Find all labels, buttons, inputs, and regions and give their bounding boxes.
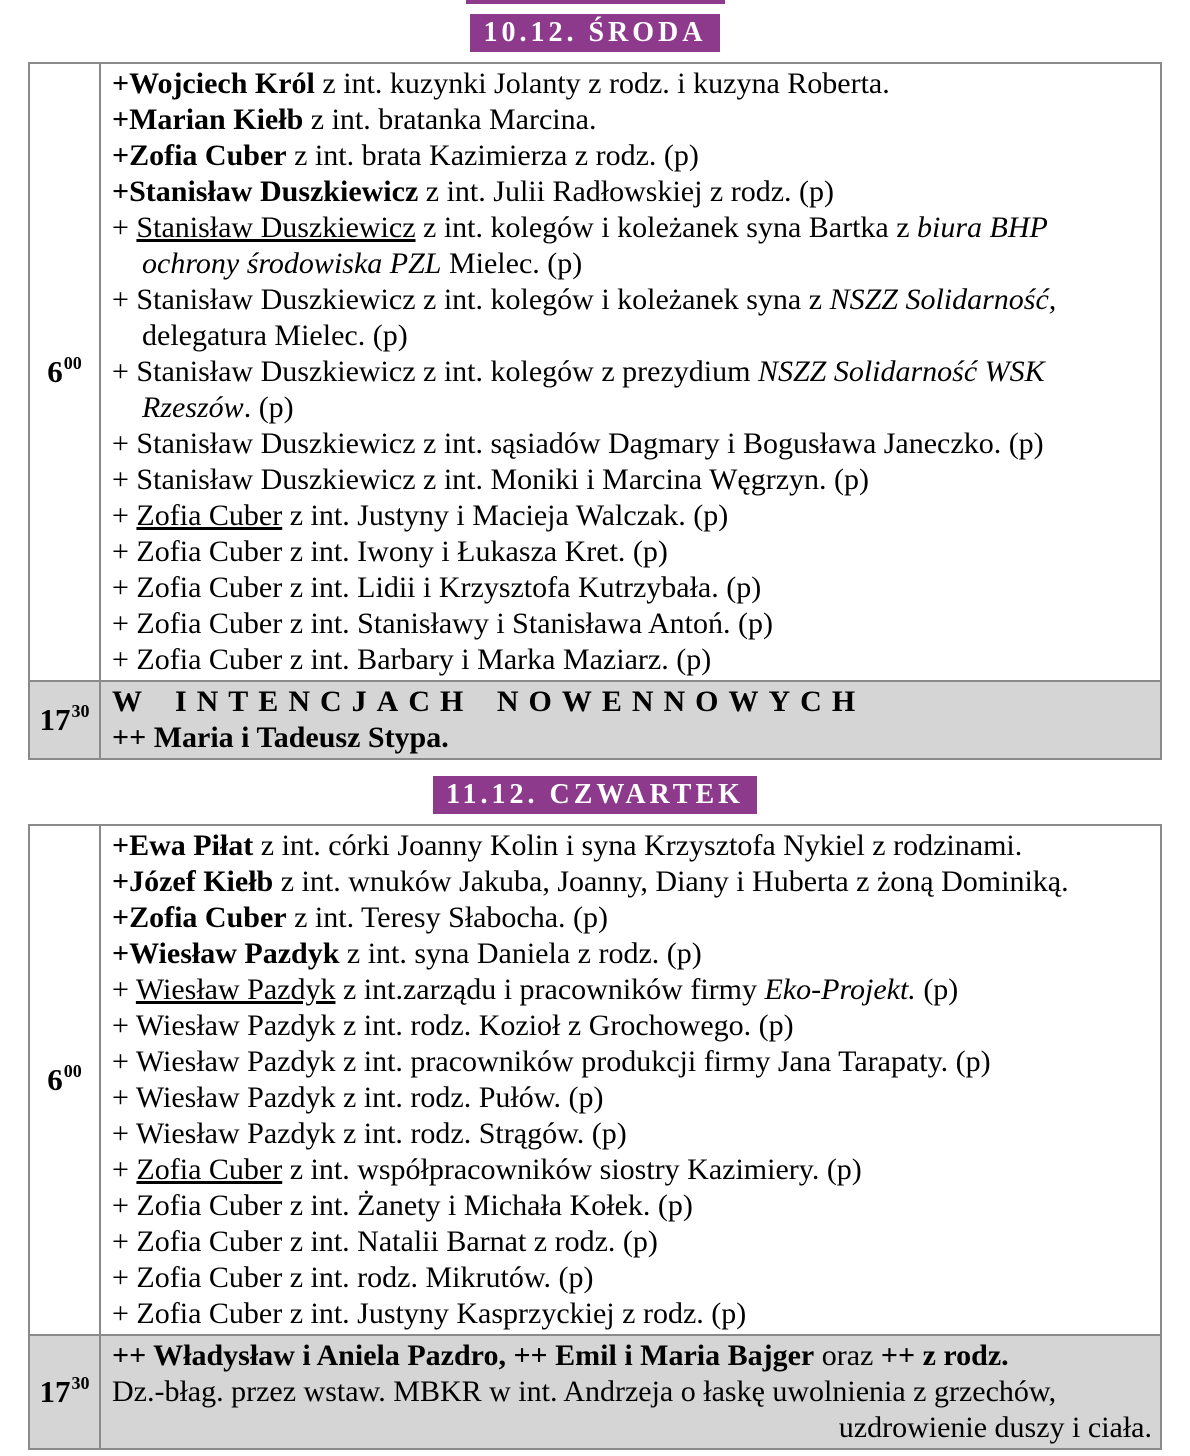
intention-entry	[112, 1374, 1152, 1410]
intention-text-segment: Zofia Cuber	[136, 499, 283, 532]
mass-row	[30, 1334, 1160, 1448]
mass-time-hour: 17	[39, 702, 71, 737]
intention-entry	[112, 1224, 1152, 1260]
intention-text-segment: z int. wnuków Jakuba, Joanny, Diany i Huberta z żoną Dominiką.	[273, 865, 1069, 898]
intention-text-segment: biura BHP	[917, 211, 1048, 244]
intention-entry	[112, 1410, 1152, 1446]
intention-entry	[112, 606, 1152, 642]
intention-line	[112, 1044, 1152, 1080]
intention-text-segment: + Stanisław Duszkiewicz z int. sąsiadów Dagmary i Bogusława Janeczko. (p)	[112, 427, 1044, 460]
mass-time-minutes: 00	[63, 353, 82, 374]
intention-entry	[112, 426, 1152, 462]
intention-entry	[112, 138, 1152, 174]
intention-text-segment: ++ Władysław i Aniela Pazdro, ++ Emil i Maria Bajger	[112, 1339, 815, 1372]
mass-time-minutes: 30	[71, 1373, 90, 1394]
mass-time	[30, 1336, 101, 1448]
intention-text-segment: +	[112, 499, 137, 532]
intention-entry	[112, 900, 1152, 936]
intention-text-segment: z int. syna Daniela z rodz. (p)	[339, 937, 702, 970]
intention-text-segment: +Stanisław Duszkiewicz	[112, 175, 419, 208]
intention-line	[112, 720, 1152, 756]
cropped-banner-remnant	[466, 0, 725, 4]
intention-line	[112, 684, 1152, 720]
mass-row	[30, 64, 1160, 680]
intention-line	[112, 534, 1152, 570]
intention-text-segment: + Stanisław Duszkiewicz z int. kolegów i koleżanek syna z	[112, 283, 830, 316]
intention-entry	[112, 828, 1152, 864]
day-section	[0, 14, 1190, 760]
intention-text-segment: +Zofia Cuber	[112, 901, 287, 934]
intention-line	[112, 354, 1152, 390]
intention-line	[112, 462, 1152, 498]
intention-entry	[112, 534, 1152, 570]
day-banner: 11.12. CZWARTEK	[433, 776, 757, 814]
mass-time-minutes: 30	[71, 701, 90, 722]
intention-text-segment: +Ewa Piłat	[112, 829, 254, 862]
intention-text-segment: z int. brata Kazimierza z rodz. (p)	[286, 139, 699, 172]
intention-entry	[112, 936, 1152, 972]
intention-text-segment: ochrony środowiska PZL	[142, 247, 442, 280]
intention-text-segment: + Wiesław Pazdyk z int. rodz. Pułów. (p)	[112, 1081, 604, 1114]
days-root	[0, 14, 1190, 1450]
intention-text-segment: +	[112, 1153, 137, 1186]
intention-line	[112, 828, 1152, 864]
intention-entry	[112, 570, 1152, 606]
intention-text-segment: + Wiesław Pazdyk z int. pracowników produkcji firmy Jana Tarapaty. (p)	[112, 1045, 991, 1078]
intention-entry	[112, 1044, 1152, 1080]
intention-line	[112, 1224, 1152, 1260]
intention-line	[112, 1080, 1152, 1116]
intentions-cell	[101, 826, 1160, 1334]
intention-text-segment: + Wiesław Pazdyk z int. rodz. Strągów. (p)	[112, 1117, 627, 1150]
intention-line	[112, 426, 1152, 462]
intention-text-segment: + Zofia Cuber z int. Iwony i Łukasza Kret. (p)	[112, 535, 668, 568]
intention-text-segment: + Zofia Cuber z int. Stanisławy i Stanisława Antoń. (p)	[112, 607, 773, 640]
intention-line	[112, 972, 1152, 1008]
intention-text-segment: + Stanisław Duszkiewicz z int. Moniki i Marcina Węgrzyn. (p)	[112, 463, 870, 496]
intention-text-segment: + Zofia Cuber z int. rodz. Mikrutów. (p)	[112, 1261, 594, 1294]
intention-text-segment: z int. Teresy Słabocha. (p)	[286, 901, 609, 934]
intention-line	[112, 900, 1152, 936]
intention-text-segment: oraz	[814, 1339, 881, 1372]
mass-time-minutes: 00	[63, 1061, 82, 1082]
intention-entry	[112, 1188, 1152, 1224]
intention-entry	[112, 1008, 1152, 1044]
intention-entry	[112, 1116, 1152, 1152]
intention-text-segment: + Zofia Cuber z int. Lidii i Krzysztofa Kutrzybała. (p)	[112, 571, 762, 604]
intention-entry	[112, 972, 1152, 1008]
intention-text-segment: . (p)	[243, 391, 294, 424]
intention-line	[112, 282, 1152, 318]
mass-time	[30, 682, 101, 758]
intention-text-segment: Dz.-błag. przez wstaw. MBKR w int. Andrzeja o łaskę uwolnienia z grzechów,	[112, 1375, 1057, 1408]
schedule-table	[28, 62, 1162, 760]
intention-text-segment: +	[112, 973, 136, 1006]
intention-text-segment: z int. współpracowników siostry Kazimiery. (p)	[282, 1153, 862, 1186]
intention-text-segment: z int. bratanka Marcina.	[303, 103, 597, 136]
intention-line	[112, 102, 1152, 138]
intention-text-segment: +Józef Kiełb	[112, 865, 274, 898]
intention-entry	[112, 174, 1152, 210]
intention-entry	[112, 720, 1152, 756]
intentions-cell	[101, 64, 1160, 680]
intention-text-segment: Zofia Cuber	[136, 1153, 283, 1186]
intention-text-segment: +	[112, 211, 137, 244]
intention-line	[112, 1008, 1152, 1044]
intentions-cell	[101, 682, 1160, 758]
intention-line	[112, 138, 1152, 174]
intention-text-segment: + Stanisław Duszkiewicz z int. kolegów z prezydium	[112, 355, 758, 388]
mass-row	[30, 680, 1160, 758]
intention-text-segment: + Wiesław Pazdyk z int. rodz. Kozioł z Grochowego. (p)	[112, 1009, 794, 1042]
intention-text-segment: z int. córki Joanny Kolin i syna Krzysztofa Nykiel z rodzinami.	[253, 829, 1023, 862]
intention-text-segment: +Zofia Cuber	[112, 139, 287, 172]
intention-line	[112, 606, 1152, 642]
intention-text-segment: +Wojciech Król	[112, 67, 315, 100]
intention-line	[112, 66, 1152, 102]
intention-entry	[112, 684, 1152, 720]
intention-text-segment: ++ Maria i Tadeusz Stypa.	[112, 721, 449, 754]
intention-entry	[112, 1260, 1152, 1296]
intention-line	[112, 1116, 1152, 1152]
intention-text-segment: delegatura Mielec. (p)	[142, 319, 408, 352]
intention-entry	[112, 1152, 1152, 1188]
intention-line	[112, 498, 1152, 534]
intentions-cell	[101, 1336, 1160, 1448]
mass-time-hour: 17	[39, 1374, 71, 1409]
banner-row	[0, 14, 1190, 52]
intention-entry	[112, 1296, 1152, 1332]
intention-line	[112, 570, 1152, 606]
intention-line	[112, 1410, 1152, 1446]
intention-line	[112, 864, 1152, 900]
intention-line	[112, 318, 1152, 354]
intention-text-segment: z int. kuzynki Jolanty z rodz. i kuzyna Roberta.	[314, 67, 890, 100]
intention-text-segment: ++ z rodz.	[880, 1339, 1009, 1372]
intention-line	[112, 936, 1152, 972]
intention-text-segment: z int. Justyny i Macieja Walczak. (p)	[282, 499, 729, 532]
intention-text-segment: uzdrowienie duszy i ciała.	[838, 1411, 1152, 1444]
intention-text-segment: W INTENCJACH NOWENNOWYCH	[112, 685, 866, 718]
intention-line	[112, 246, 1152, 282]
intention-text-segment: + Zofia Cuber z int. Barbary i Marka Maziarz. (p)	[112, 643, 712, 676]
mass-time	[30, 64, 101, 680]
schedule-table	[28, 824, 1162, 1450]
intention-text-segment: Eko-Projekt.	[764, 973, 916, 1006]
intention-line	[112, 1188, 1152, 1224]
intention-line	[112, 210, 1152, 246]
day-section	[0, 776, 1190, 1450]
intention-line	[112, 174, 1152, 210]
intention-text-segment: NSZZ Solidarność,	[829, 283, 1057, 316]
intention-line	[112, 390, 1152, 426]
mass-time-hour: 6	[47, 354, 63, 389]
intention-text-segment: Mielec. (p)	[441, 247, 583, 280]
intention-line	[112, 642, 1152, 678]
intention-entry	[112, 210, 1152, 282]
intention-text-segment: + Zofia Cuber z int. Justyny Kasprzyckiej z rodz. (p)	[112, 1297, 747, 1330]
intention-text-segment: z int. kolegów i koleżanek syna Bartka z	[415, 211, 918, 244]
intention-text-segment: z int. Julii Radłowskiej z rodz. (p)	[418, 175, 835, 208]
intention-entry	[112, 1338, 1152, 1374]
mass-row	[30, 826, 1160, 1334]
intention-text-segment: + Zofia Cuber z int. Natalii Barnat z rodz. (p)	[112, 1225, 658, 1258]
mass-time	[30, 826, 101, 1334]
intention-line	[112, 1260, 1152, 1296]
intention-entry	[112, 102, 1152, 138]
intention-text-segment: + Zofia Cuber z int. Żanety i Michała Kołek. (p)	[112, 1189, 693, 1222]
intention-text-segment: Stanisław Duszkiewicz	[136, 211, 416, 244]
intention-entry	[112, 642, 1152, 678]
intention-entry	[112, 282, 1152, 354]
intention-entry	[112, 462, 1152, 498]
intention-line	[112, 1374, 1152, 1410]
intention-line	[112, 1338, 1152, 1374]
intention-text-segment: (p)	[915, 973, 959, 1006]
intention-entry	[112, 66, 1152, 102]
banner-row	[0, 776, 1190, 814]
intention-text-segment: Wiesław Pazdyk	[135, 973, 336, 1006]
intention-entry	[112, 1080, 1152, 1116]
intention-entry	[112, 354, 1152, 426]
intention-text-segment: Rzeszów	[142, 391, 244, 424]
intention-text-segment: +Marian Kiełb	[112, 103, 304, 136]
day-banner: 10.12. ŚRODA	[470, 14, 719, 52]
intention-entry	[112, 864, 1152, 900]
intention-line	[112, 1152, 1152, 1188]
intention-line	[112, 1296, 1152, 1332]
intention-entry	[112, 498, 1152, 534]
mass-time-hour: 6	[47, 1062, 63, 1097]
intention-text-segment: +Wiesław Pazdyk	[112, 937, 340, 970]
intention-text-segment: NSZZ Solidarność WSK	[757, 355, 1045, 388]
intention-text-segment: z int.zarządu i pracowników firmy	[335, 973, 765, 1006]
